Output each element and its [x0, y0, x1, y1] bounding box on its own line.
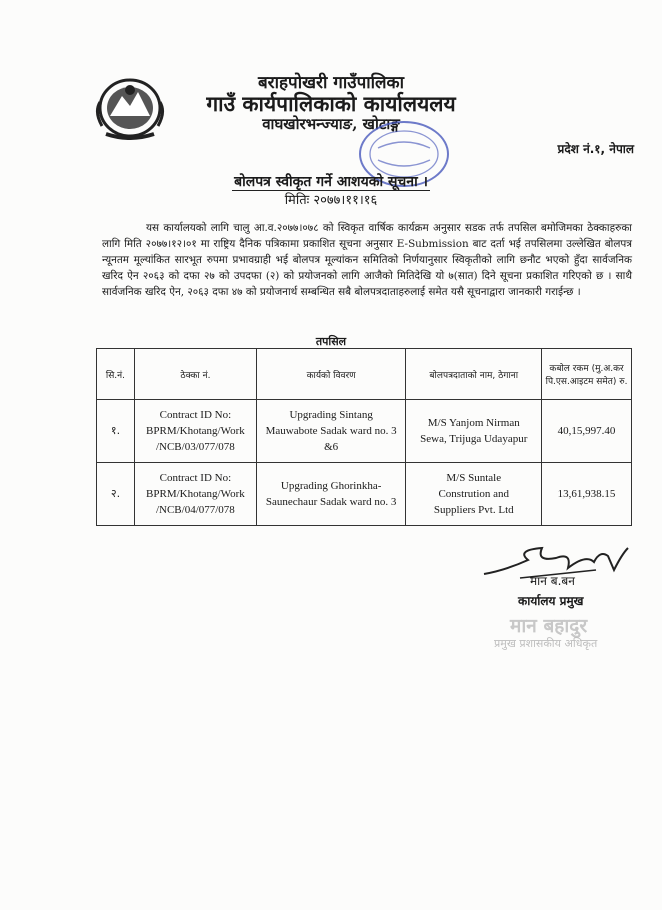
municipality-name: बराहपोखरी गाउँपालिका: [257, 73, 405, 93]
notice-date: मितिः २०७७।११।१६: [284, 193, 378, 208]
contract-line: /NCB/03/077/078: [155, 441, 235, 453]
col-header-sn: सि.नं.: [97, 349, 135, 400]
contract-line: BPRM/Khotang/Work: [146, 425, 245, 437]
work-line: Mauwabote Sadak ward no. 3: [265, 425, 397, 437]
faded-title-stamp: प्रमुख प्रशासकीय अधिकृत: [494, 637, 598, 650]
work-line: &6: [324, 441, 339, 453]
work-line: Upgrading Sintang: [289, 409, 373, 421]
col-header-bidder: बोलपत्रदाताको नाम, ठेगाना: [406, 349, 542, 400]
contract-line: Contract ID No:: [159, 409, 232, 421]
work-line: Upgrading Ghorinkha-: [280, 480, 382, 492]
row-amount: 40,15,997.40: [542, 400, 632, 463]
col-header-amount: कबोल रकम (मु.अ.कर पि.एस.आइटम समेत) रु.: [542, 349, 632, 400]
contract-line: Contract ID No:: [159, 472, 232, 484]
signatory-name: मान ब.बन: [530, 574, 575, 588]
contract-line: BPRM/Khotang/Work: [146, 488, 245, 500]
work-line: Saunechaur Sadak ward no. 3: [265, 496, 397, 508]
bidder-line: Suppliers Pvt. Ltd: [433, 504, 514, 516]
bidder-line: Constrution and: [438, 488, 510, 500]
row-sn: २.: [97, 463, 135, 526]
contract-line: /NCB/04/077/078: [155, 504, 235, 516]
bidder-line: M/S Suntale: [446, 472, 502, 484]
table-row: [97, 400, 632, 463]
table-label: तपसिल: [315, 335, 347, 348]
office-address: वाघखोरभन्ज्याङ, खोटाङ्ग: [262, 115, 400, 133]
bidder-line: M/S Yanjom Nirman: [427, 417, 520, 429]
col-header-contract: ठेक्का नं.: [134, 349, 256, 400]
row-amount: 13,61,938.15: [542, 463, 632, 526]
notice-title: बोलपत्र स्वीकृत गर्ने आशयको सूचना ।: [234, 174, 428, 190]
row-bidder: [406, 400, 542, 463]
notice-paragraph: यस कार्यालयको लागि चालु आ.व.२०७७।०७८ को स्विकृत वार्षिक कार्यक्रम अनुसार सडक तर्फ तपसिल बमोजिमका ठेक्काहरुका लागि मिति २०७७।१२।०१ मा राष्ट्रिय दैनिक पत्रिकामा प्रकाशित सूचना अनुसार E-Submission बाट दर्ता भई तपसिलमा उल्लेखित बोलपत्र न्यूनतम मूल्यांकित सारभूत रुपमा प्रभावग्राही भई बोलपत्र मूल्यांकन समितिको निर्णयानुसार स्विकृतीको लागि छनौट भएको हुँदा सार्वजनिक खरिद ऐन २०६३ को दफा २७ को उपदफा (२) को प्रयोजनको लागि आजैको मितिदेखि यो ७(सात) दिने सूचना प्रकाशित गरिएको छ । साथै सार्वजनिक खरिद ऐन, २०६३ दफा ४७ को प्रयोजनार्थ सम्बन्धित सबै बोलपत्रदाताहरुलाई समेत यसै सूचनाद्वारा जानकारी गराईन्छ ।: [102, 222, 632, 298]
bidder-line: Sewa, Trijuga Udayapur: [420, 433, 528, 445]
row-work: [256, 400, 406, 463]
contracts-table: [96, 348, 632, 526]
table-row: [97, 463, 632, 526]
row-contract: [134, 400, 256, 463]
row-bidder: [406, 463, 542, 526]
row-contract: [134, 463, 256, 526]
faded-name-stamp: मान बहादुर: [510, 615, 588, 637]
signatory-title: कार्यालय प्रमुख: [518, 594, 584, 608]
table-header-row: [97, 349, 632, 400]
col-header-work: कार्यको विवरण: [256, 349, 406, 400]
office-name: गाउँ कार्यपालिकाको कार्यालयलय: [206, 91, 456, 116]
province-label: प्रदेश नं.१, नेपाल: [557, 142, 634, 156]
row-work: [256, 463, 406, 526]
row-sn: १.: [97, 400, 135, 463]
